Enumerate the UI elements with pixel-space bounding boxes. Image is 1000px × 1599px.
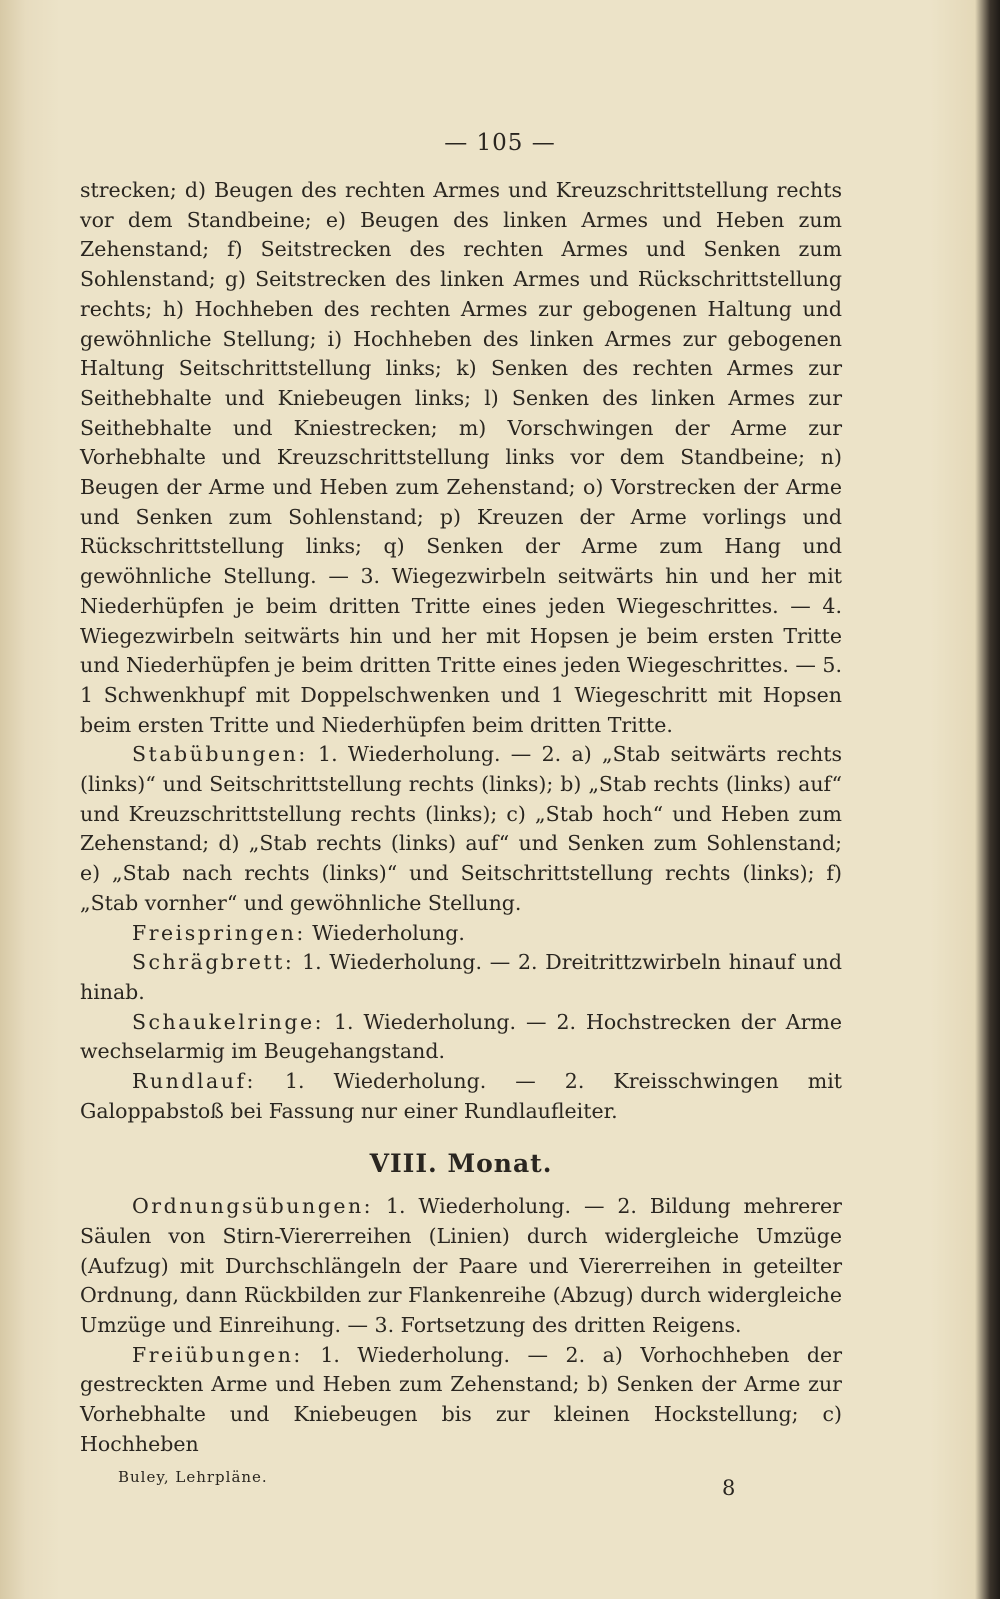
paragraph-text: 1. Wiederholung. — 2. Bildung mehrerer Säulen von Stirn-Viererreihen (Linien) durch widergleiche Umzüge (Aufzug) mit Durchschlängeln der Paare und Viererreihen in geteilter Ordnung, dann Rückbilden zur Flankenreihe (Abzug) durch widergleiche Umzüge und Einreihung. — 3. Fortsetzung des dritten Reigens. bbox=[80, 1194, 842, 1338]
paragraph-schaukelringe bbox=[80, 1008, 842, 1067]
exercise-term: Rundlauf: bbox=[132, 1069, 256, 1094]
paragraph-stabuebungen bbox=[80, 740, 842, 918]
paragraph-ordnungsuebungen bbox=[80, 1192, 842, 1341]
exercise-term: Freispringen: bbox=[132, 920, 306, 945]
paragraph-text: 1. Wiederholung. — 2. Dreitrittzwirbeln hinauf und hinab. bbox=[80, 950, 842, 1004]
paragraph-freispringen bbox=[80, 919, 842, 949]
sheet-number: 8 bbox=[722, 1476, 736, 1500]
exercise-term: Freiübungen: bbox=[132, 1342, 303, 1367]
paragraph-freiuebungen bbox=[80, 1341, 842, 1460]
paragraph-continuation: strecken; d) Beugen des rechten Armes und Kreuzschrittstellung rechts vor dem Standbeine; e) Beugen des linken Armes und Heben zum Zehenstand; f) Seitstrecken des rechten Armes und Senken zum Sohlenstand; g) Seitstrecken des linken Armes und Rückschrittstellung rechts; h) Hochheben des rechten Armes zur gebogenen Haltung und gewöhnliche Stellung; i) Hochheben des linken Armes zur gebogenen Haltung Seitschrittstellung links; k) Senken des rechten Armes zur Seithebhalte und Kniebeugen links; l) Senken des linken Armes zur Seithebhalte und Kniestrecken; m) Vorschwingen der Arme zur Vorhebhalte und Kreuzschrittstellung links vor dem Standbeine; n) Beugen der Arme und Heben zum Zehenstand; o) Vorstrecken der Arme und Senken zum Sohlenstand; p) Kreuzen der Arme vorlings und Rückschrittstellung links; q) Senken der Arme zum Hang und gewöhnliche Stellung. — 3. Wiegezwirbeln seitwärts hin und her mit Niederhüpfen je beim dritten Tritte eines jeden Wiegeschrittes. — 4. Wiegezwirbeln seitwärts hin und her mit Hopsen je beim ersten Tritte und Niederhüpfen je beim dritten Tritte eines jeden Wiegeschrittes. — 5. 1 Schwenkhupf mit Doppelschwenken und 1 Wiegeschritt mit Hopsen beim ersten Tritte und Niederhüpfen beim dritten Tritte. bbox=[80, 178, 842, 737]
exercise-term: Ordnungsübungen: bbox=[132, 1194, 374, 1219]
paragraph-text: 1. Wiederholung. — 2. Hochstrecken der Arme wechselarmig im Beugehangstand. bbox=[80, 1009, 842, 1064]
footer-signature: Buley, Lehrpläne. bbox=[118, 1468, 268, 1486]
paragraph-rundlauf bbox=[80, 1067, 842, 1126]
exercise-term: Schrägbrett: bbox=[132, 950, 295, 975]
page-body bbox=[80, 176, 842, 1460]
paragraph-text: 1. Wiederholung. — 2. a) Vorhochheben der gestreckten Arme und Heben zum Zehenstand; b) Senken der Arme zur Vorhebhalte und Kniebeugen bis zur kleinen Hockstellung; c) Hochheben bbox=[80, 1342, 842, 1456]
paragraph-text: 1. Wiederholung. — 2. Kreisschwingen mit Galoppabstoß bei Fassung nur einer Rundlaufleiter. bbox=[80, 1069, 842, 1123]
exercise-term: Schaukelringe: bbox=[132, 1009, 324, 1034]
exercise-term: Stabübungen: bbox=[132, 742, 308, 767]
paragraph-text: 1. Wiederholung. — 2. a) „Stab seitwärts rechts (links)“ und Seitschrittstellung rechts (links); b) „Stab rechts (links) auf“ und Kreuzschrittstellung rechts (links); c) „Stab hoch“ und Heben zum Zehenstand; d) „Stab rechts (links) auf“ und Senken zum Sohlenstand; e) „Stab nach rechts (links)“ und Seitschrittstellung rechts (links); f) „Stab vornher“ und gewöhnliche Stellung. bbox=[80, 742, 842, 915]
paragraph-schraegbrett bbox=[80, 948, 842, 1007]
page-number: — 105 — bbox=[444, 130, 556, 156]
section-heading: VIII. Monat. bbox=[369, 1148, 553, 1178]
paragraph-text: Wiederholung. bbox=[305, 920, 465, 945]
